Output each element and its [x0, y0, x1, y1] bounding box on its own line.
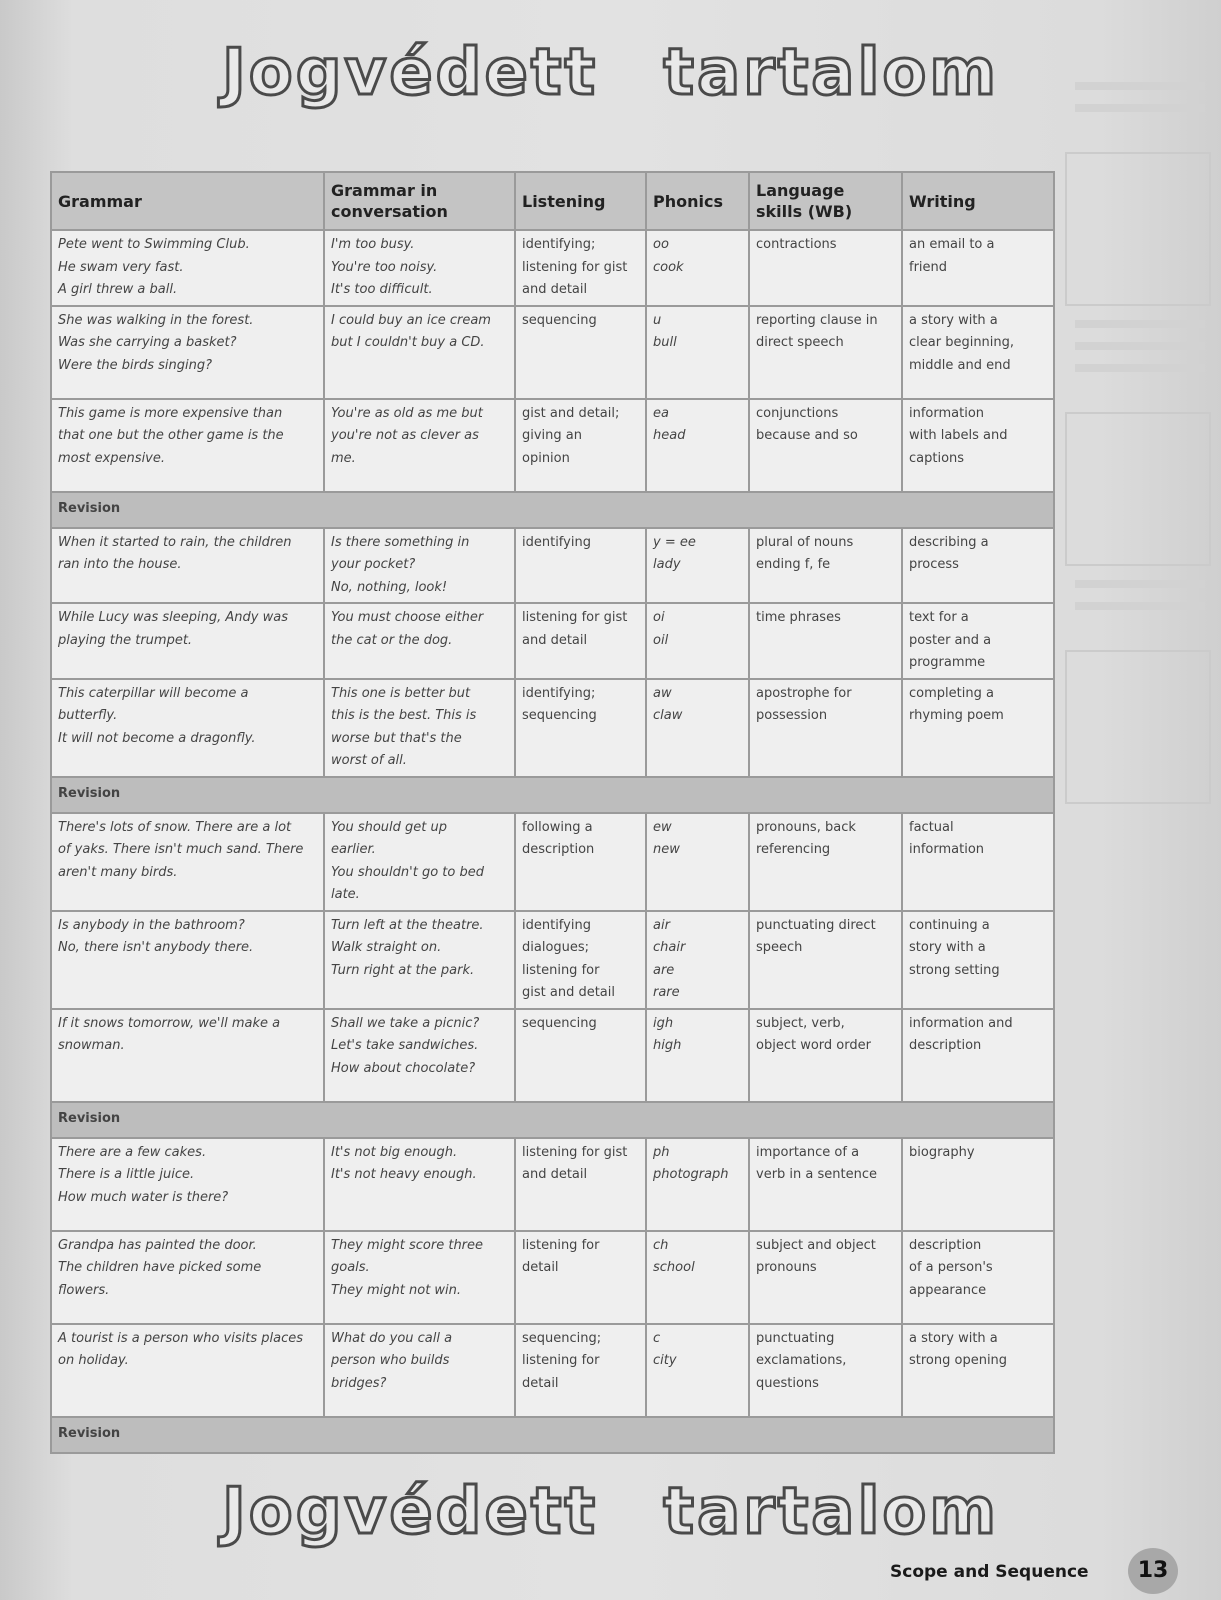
cell-listening: gist and detail; giving an opinion	[515, 399, 646, 492]
cell-writing: a story with a clear beginning, middle and end	[902, 306, 1054, 399]
revision-row	[51, 777, 1054, 813]
cell-listening: listening for detail	[515, 1231, 646, 1324]
table-row	[51, 306, 1054, 399]
cell-language-skills: conjunctions because and so	[749, 399, 902, 492]
footer-section-label: Scope and Sequence	[890, 1562, 1089, 1582]
table-row	[51, 399, 1054, 492]
cell-listening: identifying; listening for gist and detail	[515, 230, 646, 306]
revision-label: Revision	[51, 1417, 1054, 1453]
cell-grammar: Is anybody in the bathroom? No, there isn't anybody there.	[51, 911, 324, 1009]
adjacent-page-bleed	[1045, 62, 1215, 1362]
cell-language-skills: subject, verb, object word order	[749, 1009, 902, 1102]
revision-label: Revision	[51, 492, 1054, 528]
cell-phonics: aw claw	[646, 679, 749, 777]
cell-phonics: igh high	[646, 1009, 749, 1102]
cell-writing: a story with a strong opening	[902, 1324, 1054, 1417]
cell-language-skills: plural of nouns ending f, fe	[749, 528, 902, 604]
cell-writing: biography	[902, 1138, 1054, 1231]
cell-grammar-in-conversation: Shall we take a picnic? Let's take sandwiches. How about chocolate?	[324, 1009, 515, 1102]
cell-grammar-in-conversation: You're as old as me but you're not as clever as me.	[324, 399, 515, 492]
cell-grammar: If it snows tomorrow, we'll make a snowman.	[51, 1009, 324, 1102]
table-row	[51, 528, 1054, 604]
watermark-bottom: Jogvédett tartalom	[221, 1475, 1000, 1549]
column-header-phonics: Phonics	[646, 172, 749, 230]
cell-phonics: u bull	[646, 306, 749, 399]
cell-phonics: y = ee lady	[646, 528, 749, 604]
revision-label: Revision	[51, 1102, 1054, 1138]
cell-grammar: Grandpa has painted the door. The children have picked some flowers.	[51, 1231, 324, 1324]
cell-listening: identifying; sequencing	[515, 679, 646, 777]
column-header-writing: Writing	[902, 172, 1054, 230]
cell-grammar: She was walking in the forest. Was she carrying a basket? Were the birds singing?	[51, 306, 324, 399]
cell-writing: an email to a friend	[902, 230, 1054, 306]
column-header-listening: Listening	[515, 172, 646, 230]
column-header-grammar: Grammar	[51, 172, 324, 230]
column-header-language-skills: Language skills (WB)	[749, 172, 902, 230]
cell-listening: identifying dialogues; listening for gist and detail	[515, 911, 646, 1009]
cell-writing: description of a person's appearance	[902, 1231, 1054, 1324]
cell-grammar: There's lots of snow. There are a lot of yaks. There isn't much sand. There aren't many birds.	[51, 813, 324, 911]
cell-phonics: ew new	[646, 813, 749, 911]
cell-phonics: ea head	[646, 399, 749, 492]
revision-row	[51, 492, 1054, 528]
cell-grammar-in-conversation: Turn left at the theatre. Walk straight on. Turn right at the park.	[324, 911, 515, 1009]
revision-label: Revision	[51, 777, 1054, 813]
cell-writing: completing a rhyming poem	[902, 679, 1054, 777]
column-header-grammar-in-conversation: Grammar in conversation	[324, 172, 515, 230]
cell-language-skills: contractions	[749, 230, 902, 306]
cell-grammar: Pete went to Swimming Club. He swam very fast. A girl threw a ball.	[51, 230, 324, 306]
cell-language-skills: reporting clause in direct speech	[749, 306, 902, 399]
cell-listening: sequencing; listening for detail	[515, 1324, 646, 1417]
cell-language-skills: subject and object pronouns	[749, 1231, 902, 1324]
cell-listening: identifying	[515, 528, 646, 604]
cell-phonics: ph photograph	[646, 1138, 749, 1231]
table-header-row	[51, 172, 1054, 230]
cell-phonics: air chair are rare	[646, 911, 749, 1009]
table-row	[51, 230, 1054, 306]
table-row	[51, 679, 1054, 777]
cell-writing: continuing a story with a strong setting	[902, 911, 1054, 1009]
cell-grammar-in-conversation: You should get up earlier. You shouldn't go to bed late.	[324, 813, 515, 911]
cell-listening: listening for gist and detail	[515, 603, 646, 679]
cell-language-skills: punctuating direct speech	[749, 911, 902, 1009]
cell-grammar: When it started to rain, the children ran into the house.	[51, 528, 324, 604]
table-row	[51, 813, 1054, 911]
cell-phonics: ch school	[646, 1231, 749, 1324]
cell-writing: text for a poster and a programme	[902, 603, 1054, 679]
cell-language-skills: importance of a verb in a sentence	[749, 1138, 902, 1231]
cell-grammar-in-conversation: Is there something in your pocket? No, nothing, look!	[324, 528, 515, 604]
cell-grammar-in-conversation: I could buy an ice cream but I couldn't buy a CD.	[324, 306, 515, 399]
table-row	[51, 911, 1054, 1009]
cell-listening: sequencing	[515, 1009, 646, 1102]
cell-listening: sequencing	[515, 306, 646, 399]
table-row	[51, 1231, 1054, 1324]
page-number: 13	[1128, 1548, 1178, 1594]
cell-language-skills: pronouns, back referencing	[749, 813, 902, 911]
cell-language-skills: apostrophe for possession	[749, 679, 902, 777]
cell-writing: factual information	[902, 813, 1054, 911]
cell-listening: following a description	[515, 813, 646, 911]
table-row	[51, 1324, 1054, 1417]
table-row	[51, 1138, 1054, 1231]
cell-listening: listening for gist and detail	[515, 1138, 646, 1231]
cell-writing: information and description	[902, 1009, 1054, 1102]
cell-grammar-in-conversation: What do you call a person who builds bridges?	[324, 1324, 515, 1417]
cell-grammar: There are a few cakes. There is a little juice. How much water is there?	[51, 1138, 324, 1231]
cell-language-skills: punctuating exclamations, questions	[749, 1324, 902, 1417]
table-row	[51, 1009, 1054, 1102]
scope-and-sequence-table	[50, 171, 1055, 1454]
revision-row	[51, 1417, 1054, 1453]
cell-grammar-in-conversation: You must choose either the cat or the dog.	[324, 603, 515, 679]
cell-grammar-in-conversation: It's not big enough. It's not heavy enough.	[324, 1138, 515, 1231]
cell-language-skills: time phrases	[749, 603, 902, 679]
cell-grammar-in-conversation: I'm too busy. You're too noisy. It's too difficult.	[324, 230, 515, 306]
cell-phonics: oi oil	[646, 603, 749, 679]
cell-grammar-in-conversation: This one is better but this is the best. This is worse but that's the worst of all.	[324, 679, 515, 777]
cell-grammar-in-conversation: They might score three goals. They might not win.	[324, 1231, 515, 1324]
cell-grammar: This caterpillar will become a butterfly. It will not become a dragonfly.	[51, 679, 324, 777]
watermark-top: Jogvédett tartalom	[221, 36, 1000, 110]
revision-row	[51, 1102, 1054, 1138]
cell-grammar: While Lucy was sleeping, Andy was playing the trumpet.	[51, 603, 324, 679]
cell-grammar: This game is more expensive than that one but the other game is the most expensive.	[51, 399, 324, 492]
cell-writing: describing a process	[902, 528, 1054, 604]
cell-phonics: c city	[646, 1324, 749, 1417]
table-row	[51, 603, 1054, 679]
cell-writing: information with labels and captions	[902, 399, 1054, 492]
cell-phonics: oo cook	[646, 230, 749, 306]
cell-grammar: A tourist is a person who visits places on holiday.	[51, 1324, 324, 1417]
